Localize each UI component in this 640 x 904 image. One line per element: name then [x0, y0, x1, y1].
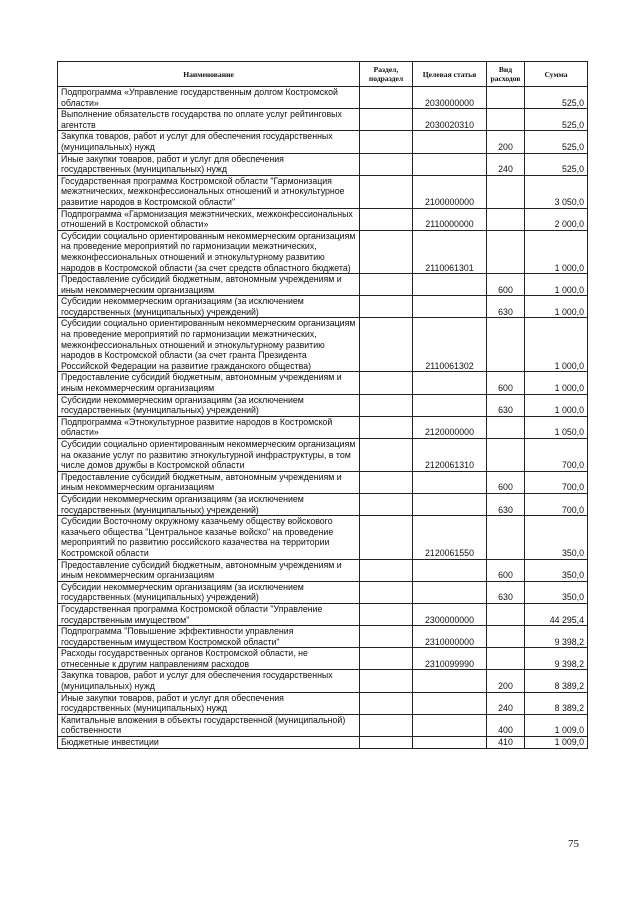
header-section: Раздел, подраздел	[360, 62, 413, 87]
cell-section	[360, 439, 413, 472]
cell-target: 2310000000	[413, 626, 487, 648]
cell-section	[360, 175, 413, 208]
cell-name: Расходы государственных органов Костромской области, не отнесенные к другим направлениям расходов	[58, 648, 360, 670]
cell-expense-type	[487, 416, 525, 438]
cell-name: Субсидии некоммерческим организациям (за исключением государственных (муниципальных) учреждений)	[58, 296, 360, 318]
cell-amount: 525,0	[525, 153, 588, 175]
cell-target: 2030020310	[413, 109, 487, 131]
cell-section	[360, 131, 413, 153]
cell-section	[360, 737, 413, 749]
cell-amount: 44 295,4	[525, 603, 588, 625]
cell-expense-type: 600	[487, 559, 525, 581]
header-name: Наименование	[58, 62, 360, 87]
cell-name: Предоставление субсидий бюджетным, автономным учреждениям и иным некоммерческим организациям	[58, 471, 360, 493]
cell-target: 2110000000	[413, 208, 487, 230]
cell-section	[360, 692, 413, 714]
cell-amount: 350,0	[525, 516, 588, 559]
cell-expense-type: 630	[487, 296, 525, 318]
table-row	[58, 109, 588, 131]
cell-expense-type	[487, 87, 525, 109]
cell-name: Иные закупки товаров, работ и услуг для обеспечения государственных (муниципальных) нужд	[58, 692, 360, 714]
cell-section	[360, 516, 413, 559]
cell-expense-type	[487, 208, 525, 230]
cell-section	[360, 471, 413, 493]
cell-section	[360, 559, 413, 581]
cell-target	[413, 493, 487, 515]
cell-amount: 525,0	[525, 131, 588, 153]
table-row	[58, 131, 588, 153]
cell-expense-type: 600	[487, 372, 525, 394]
cell-expense-type: 410	[487, 737, 525, 749]
header-target: Целевая статья	[413, 62, 487, 87]
table-row	[58, 559, 588, 581]
table-row	[58, 692, 588, 714]
cell-amount: 1 000,0	[525, 394, 588, 416]
table-row	[58, 714, 588, 736]
cell-expense-type	[487, 603, 525, 625]
cell-target	[413, 296, 487, 318]
cell-amount: 1 000,0	[525, 296, 588, 318]
header-amount: Сумма	[525, 62, 588, 87]
cell-expense-type: 240	[487, 153, 525, 175]
cell-expense-type	[487, 439, 525, 472]
cell-target	[413, 581, 487, 603]
cell-target: 2120061550	[413, 516, 487, 559]
cell-name: Закупка товаров, работ и услуг для обеспечения государственных (муниципальных) нужд	[58, 670, 360, 692]
cell-expense-type: 630	[487, 493, 525, 515]
cell-amount: 350,0	[525, 581, 588, 603]
cell-expense-type	[487, 648, 525, 670]
cell-amount: 1 000,0	[525, 230, 588, 273]
table-row	[58, 296, 588, 318]
cell-expense-type: 600	[487, 274, 525, 296]
cell-name: Бюджетные инвестиции	[58, 737, 360, 749]
cell-amount: 700,0	[525, 471, 588, 493]
table-row	[58, 274, 588, 296]
cell-amount: 3 050,0	[525, 175, 588, 208]
cell-name: Предоставление субсидий бюджетным, автономным учреждениям и иным некоммерческим организациям	[58, 372, 360, 394]
cell-expense-type: 630	[487, 581, 525, 603]
cell-amount: 8 389,2	[525, 692, 588, 714]
cell-name: Капитальные вложения в объекты государственной (муниципальной) собственности	[58, 714, 360, 736]
cell-section	[360, 318, 413, 372]
table-row	[58, 175, 588, 208]
cell-amount: 350,0	[525, 559, 588, 581]
cell-amount: 1 000,0	[525, 372, 588, 394]
cell-target	[413, 559, 487, 581]
cell-name: Подпрограмма «Гармонизация межэтнических, межконфессиональных отношений в Костромской области»	[58, 208, 360, 230]
cell-expense-type: 200	[487, 131, 525, 153]
cell-name: Субсидии некоммерческим организациям (за исключением государственных (муниципальных) учреждений)	[58, 394, 360, 416]
cell-name: Закупка товаров, работ и услуг для обеспечения государственных (муниципальных) нужд	[58, 131, 360, 153]
cell-name: Субсидии некоммерческим организациям (за исключением государственных (муниципальных) учреждений)	[58, 493, 360, 515]
cell-name: Государственная программа Костромской области "Управление государственным имуществом"	[58, 603, 360, 625]
cell-target	[413, 692, 487, 714]
cell-target: 2030000000	[413, 87, 487, 109]
cell-amount: 1 050,0	[525, 416, 588, 438]
cell-amount: 8 389,2	[525, 670, 588, 692]
cell-section	[360, 626, 413, 648]
cell-expense-type	[487, 318, 525, 372]
cell-section	[360, 109, 413, 131]
cell-target	[413, 372, 487, 394]
cell-expense-type	[487, 175, 525, 208]
table-body	[58, 87, 588, 749]
cell-name: Подпрограмма «Этнокультурное развитие народов в Костромской области»	[58, 416, 360, 438]
cell-target	[413, 714, 487, 736]
table-row	[58, 439, 588, 472]
cell-amount: 9 398,2	[525, 648, 588, 670]
cell-section	[360, 87, 413, 109]
cell-name: Предоставление субсидий бюджетным, автономным учреждениям и иным некоммерческим организациям	[58, 559, 360, 581]
cell-target: 2300000000	[413, 603, 487, 625]
table-row	[58, 603, 588, 625]
cell-amount: 700,0	[525, 439, 588, 472]
cell-section	[360, 714, 413, 736]
cell-expense-type	[487, 230, 525, 273]
cell-name: Субсидии социально ориентированным некоммерческим организациям на проведение мероприятий по гармонизации межэтнических, межконфессиональных отношений и этнокультурному развитию народов в Костромской области (за счет гранта Президента Российской Федерации на развитие гражданского общества)	[58, 318, 360, 372]
cell-section	[360, 208, 413, 230]
cell-section	[360, 394, 413, 416]
cell-name: Подпрограмма "Повышение эффективности управления государственным имуществом Костромской области"	[58, 626, 360, 648]
cell-target	[413, 670, 487, 692]
cell-section	[360, 372, 413, 394]
cell-amount: 1 000,0	[525, 274, 588, 296]
cell-section	[360, 603, 413, 625]
cell-expense-type: 600	[487, 471, 525, 493]
cell-name: Государственная программа Костромской области "Гармонизация межэтнических, межконфессиональных отношений и этнокультурное развитие народов в Костромской области"	[58, 175, 360, 208]
cell-section	[360, 493, 413, 515]
cell-section	[360, 648, 413, 670]
cell-expense-type: 630	[487, 394, 525, 416]
table-row	[58, 581, 588, 603]
cell-expense-type: 240	[487, 692, 525, 714]
table-row	[58, 626, 588, 648]
cell-section	[360, 296, 413, 318]
cell-amount: 9 398,2	[525, 626, 588, 648]
cell-target: 2310099990	[413, 648, 487, 670]
table-row	[58, 372, 588, 394]
cell-name: Предоставление субсидий бюджетным, автономным учреждениям и иным некоммерческим организациям	[58, 274, 360, 296]
page-number: 75	[568, 838, 579, 850]
cell-name: Подпрограмма «Управление государственным долгом Костромской области»	[58, 87, 360, 109]
table-row	[58, 416, 588, 438]
cell-expense-type	[487, 516, 525, 559]
cell-section	[360, 153, 413, 175]
cell-expense-type: 200	[487, 670, 525, 692]
cell-name: Выполнение обязательств государства по оплате услуг рейтинговых агентств	[58, 109, 360, 131]
cell-name: Субсидии Восточному окружному казачьему обществу войскового казачьего общества "Центральное казачье войско" на проведение мероприятий по развитию российского казачества на территории Костромской области	[58, 516, 360, 559]
cell-section	[360, 274, 413, 296]
cell-target: 2110061302	[413, 318, 487, 372]
budget-table	[57, 61, 588, 749]
table-header-row	[58, 62, 588, 87]
cell-section	[360, 416, 413, 438]
table-row	[58, 394, 588, 416]
cell-expense-type	[487, 626, 525, 648]
cell-amount: 1 009,0	[525, 714, 588, 736]
table-row	[58, 230, 588, 273]
cell-name: Иные закупки товаров, работ и услуг для обеспечения государственных (муниципальных) нужд	[58, 153, 360, 175]
cell-section	[360, 581, 413, 603]
cell-target: 2100000000	[413, 175, 487, 208]
cell-amount: 1 009,0	[525, 737, 588, 749]
cell-target	[413, 274, 487, 296]
table-row	[58, 670, 588, 692]
cell-amount: 700,0	[525, 493, 588, 515]
table-row	[58, 471, 588, 493]
table-row	[58, 648, 588, 670]
cell-target: 2110061301	[413, 230, 487, 273]
table-row	[58, 208, 588, 230]
cell-amount: 1 000,0	[525, 318, 588, 372]
cell-name: Субсидии социально ориентированным некоммерческим организациям на проведение мероприятий по гармонизации межэтнических, межконфессиональных отношений и этнокультурному развитию народов в Костромской области (за счет средств областного бюджета)	[58, 230, 360, 273]
table-row	[58, 87, 588, 109]
cell-section	[360, 230, 413, 273]
cell-target: 2120000000	[413, 416, 487, 438]
cell-target: 2120061310	[413, 439, 487, 472]
cell-amount: 525,0	[525, 87, 588, 109]
table-row	[58, 493, 588, 515]
cell-target	[413, 131, 487, 153]
cell-expense-type	[487, 109, 525, 131]
cell-amount: 2 000,0	[525, 208, 588, 230]
table-row	[58, 516, 588, 559]
header-expense-type: Вид расходов	[487, 62, 525, 87]
cell-name: Субсидии социально ориентированным некоммерческим организациям на оказание услуг по развитию этнокультурной инфраструктуры, в том числе домов дружбы в Костромской области	[58, 439, 360, 472]
cell-section	[360, 670, 413, 692]
cell-amount: 525,0	[525, 109, 588, 131]
table-row	[58, 318, 588, 372]
cell-target	[413, 737, 487, 749]
cell-expense-type: 400	[487, 714, 525, 736]
cell-target	[413, 153, 487, 175]
cell-target	[413, 394, 487, 416]
table-row	[58, 737, 588, 749]
cell-name: Субсидии некоммерческим организациям (за исключением государственных (муниципальных) учреждений)	[58, 581, 360, 603]
cell-target	[413, 471, 487, 493]
table-row	[58, 153, 588, 175]
